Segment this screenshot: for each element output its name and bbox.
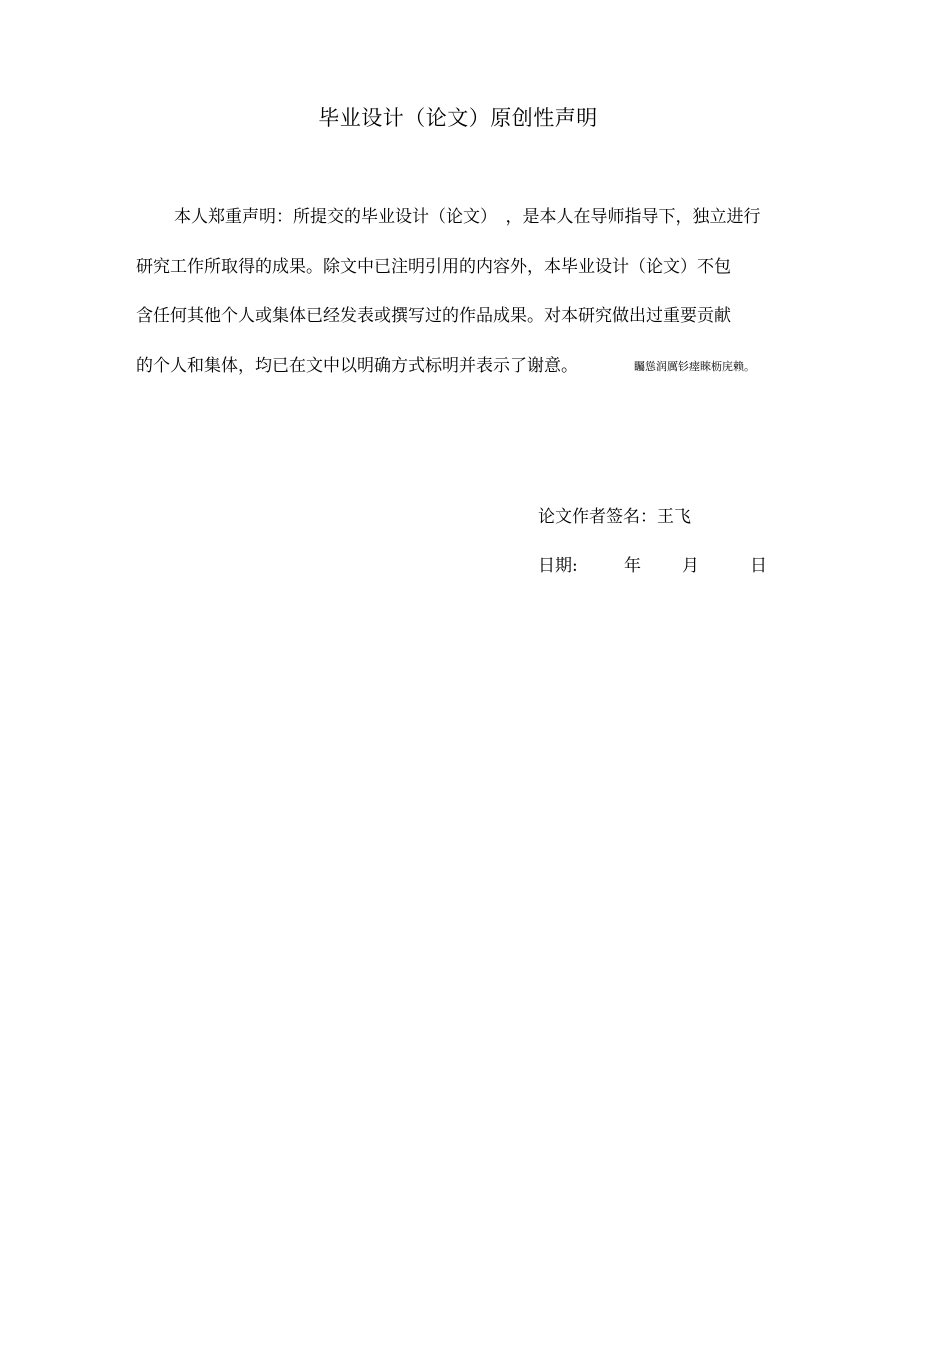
signature-date: [538, 555, 778, 577]
author-name: 王飞: [657, 507, 691, 527]
garbled-note: 矚慫润厲钐瘗睞枥庑赖。: [634, 360, 755, 373]
date-year-label: 年: [624, 556, 641, 576]
date-month-label: 月: [682, 556, 699, 576]
paragraph-line-1: 本人郑重声明：所提交的毕业设计（论文） ，是本人在导师指导下，独立进行: [174, 207, 761, 227]
date-day-label: 日: [750, 556, 767, 576]
date-label: 日期:: [538, 556, 578, 576]
paragraph-line-2: 研究工作所取得的成果。除文中已注明引用的内容外，本毕业设计（论文）不包: [136, 257, 731, 277]
page-title: 毕业设计（论文）原创性声明: [318, 106, 598, 130]
author-signature: [538, 506, 691, 528]
paragraph-line-4: 的个人和集体，均已在文中以明确方式标明并表示了谢意。: [136, 356, 578, 376]
paragraph-line-3: 含任何其他个人或集体已经发表或撰写过的作品成果。对本研究做出过重要贡献: [136, 306, 731, 326]
author-signature-label: 论文作者签名：: [538, 507, 657, 527]
